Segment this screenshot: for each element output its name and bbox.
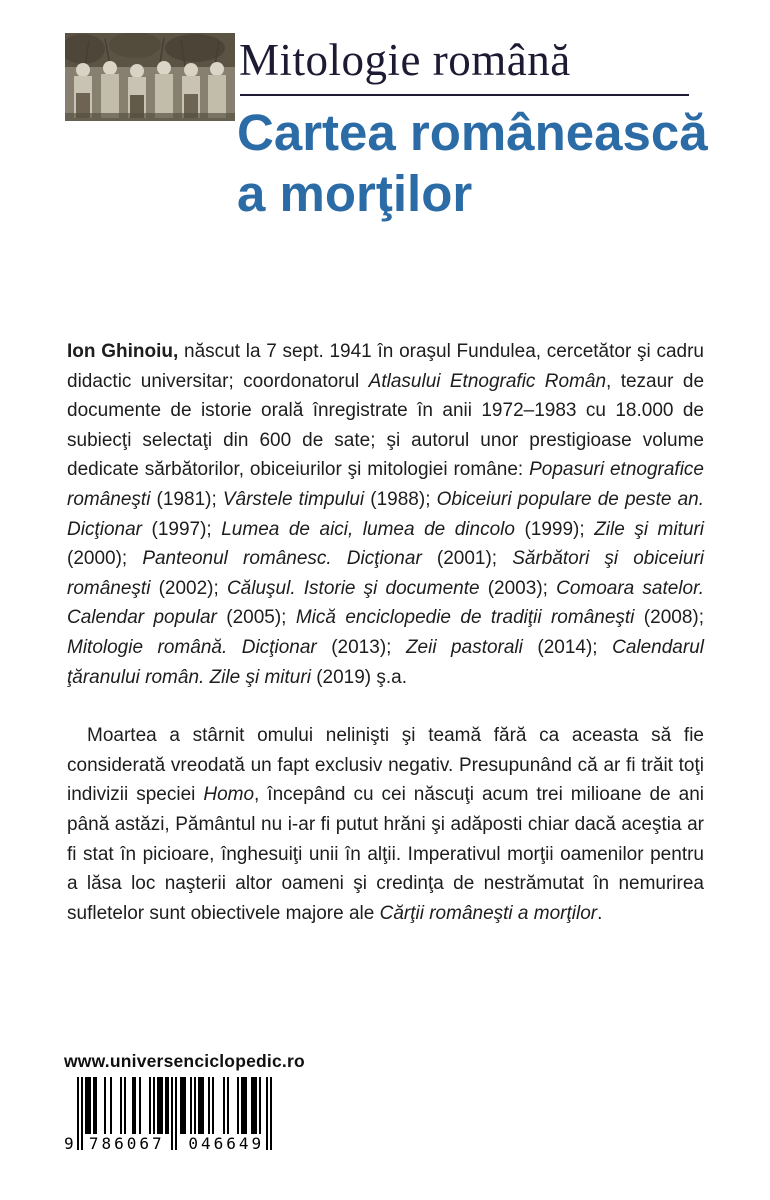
- book-title-line1: Cartea românească: [237, 104, 708, 161]
- book-title-line2: a morţilor: [237, 165, 473, 222]
- barcode-group2: 046649: [188, 1134, 265, 1153]
- barcode-digit-lead: 9: [64, 1134, 74, 1153]
- cover-photo: [65, 33, 235, 121]
- barcode: [64, 1077, 276, 1169]
- folk-photo-graphic: [65, 33, 235, 121]
- barcode-group1: 786067: [88, 1134, 165, 1153]
- series-title: Mitologie română: [239, 35, 571, 85]
- cover-text: [67, 337, 704, 928]
- publisher-website: www.universenciclopedic.ro: [64, 1051, 305, 1071]
- blurb-paragraph: Moartea a stârnit omului nelinişti şi teamă fără ca aceasta să fie considerată vreodată un fapt exclusiv negativ. Presupunând că ar fi trăit toţi indivizii speciei Homo, începând cu cei născuţi acum trei milioane de ani până astăzi, Pământul nu i-ar fi putut hrăni şi adăposti chiar dacă aceştia ar fi stat în picioare, înghesuiţi unii în alţii. Imperativul morţii oamenilor pentru a lăsa loc naşterii altor oameni şi credinţa de nestrămutat în nemurirea sufletelor sunt obiectivele majore ale Cărţii româneşti a morţilor.: [67, 725, 704, 924]
- author-bio-paragraph: Ion Ghinoiu, născut la 7 sept. 1941 în oraşul Fundulea, cercetător şi cadru didactic universitar; coordonatorul Atlasului Etnografic Român, tezaur de documente de istorie orală înregistrate în anii 1972–1983 cu 18.000 de subiecţi selectaţi din 600 de sate; şi autorul unor prestigioase volume dedicate sărbătorilor, obiceiurilor şi mitologiei române: Popasuri etnografice româneşti (1981); Vârstele timpului (1988); Obiceiuri populare de peste an. Dicţionar (1997); Lumea de aici, lumea de dincolo (1999); Zile şi mituri (2000); Panteonul românesc. Dicţionar (2001); Sărbători şi obiceiuri româneşti (2002); Căluşul. Istorie şi documente (2003); Comoara satelor. Calendar popular (2005); Mică enciclopedie de tradiţii româneşti (2008); Mitologie română. Dicţionar (2013); Zeii pastorali (2014); Calendarul ţăranului român. Zile şi mituri (2019) ş.a.: [67, 341, 705, 688]
- title-divider: [240, 94, 689, 96]
- barcode-number: [64, 1133, 276, 1153]
- book-title: [237, 102, 708, 224]
